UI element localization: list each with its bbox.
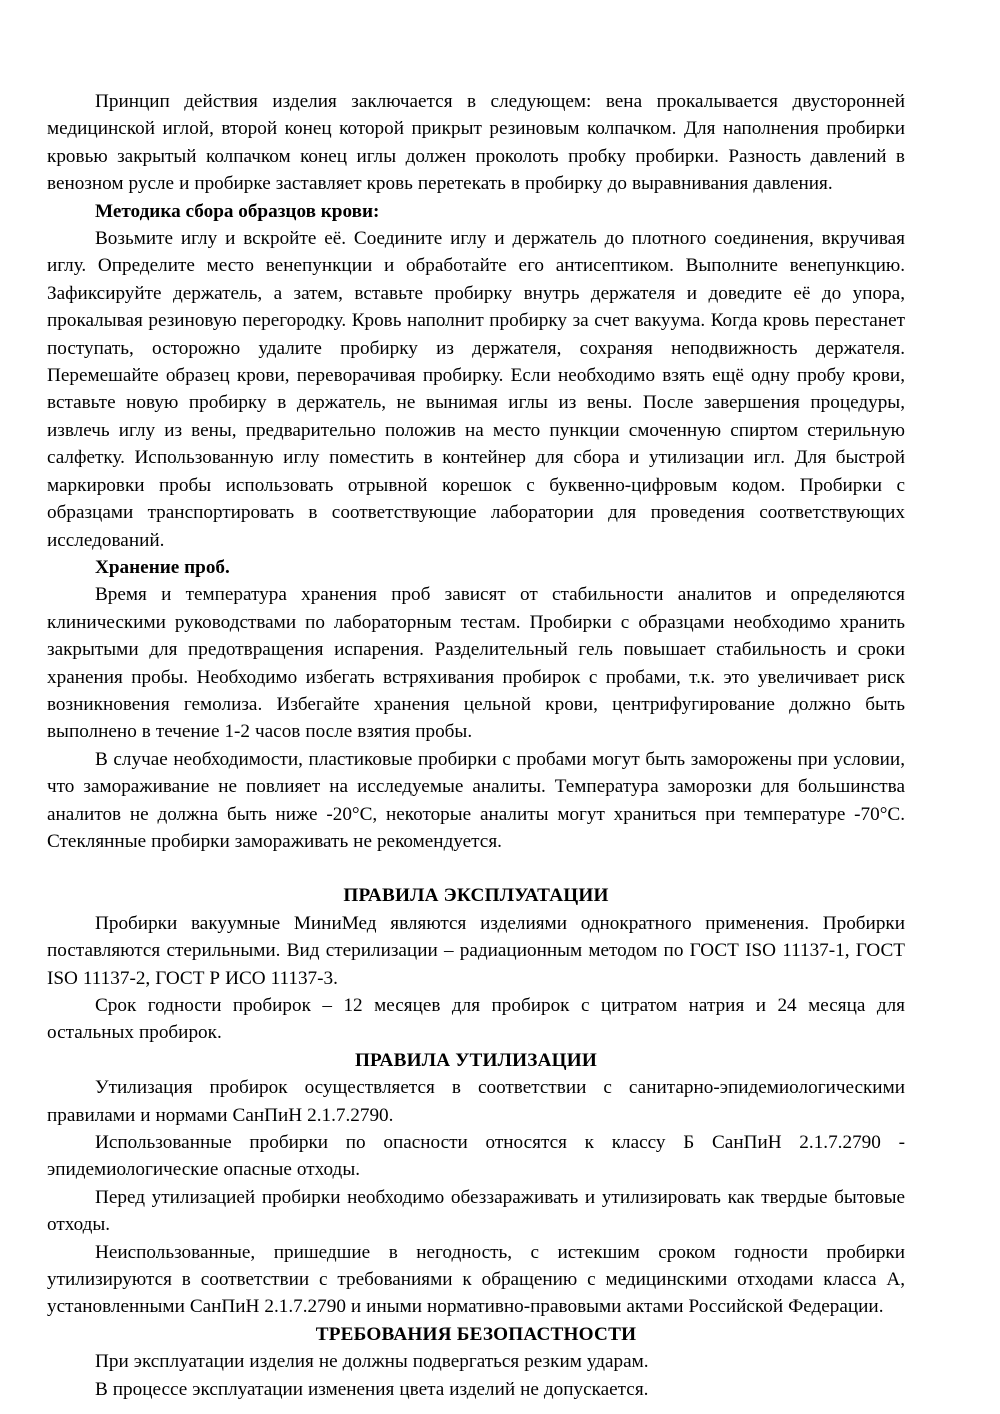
paragraph-disposal-expired: Неиспользованные, пришедшие в негодность, с истекшим сроком годности пробирки утилизируются в соответствии с требованиями к обращению с медицинскими отходами класса А, установленными СанПиН 2.1.7.2790 и иными нормативно-правовыми актами Российской Федерации. [47, 1241, 905, 1318]
heading-disposal-rules: ПРАВИЛА УТИЛИЗАЦИИ [354, 1049, 598, 1071]
paragraph-safety-impacts: При эксплуатации изделия не должны подвергаться резким ударам. [95, 1351, 649, 1373]
paragraph-principle: Принцип действия изделия заключается в следующем: вена прокалывается двусторонней медицинской иглой, второй конец которой прикрыт резиновым колпачком. Для наполнения пробирки кровью закрытый колпачком конец иглы должен проколоть пробку пробирки. Разность давлений в венозном русле и пробирке заставляет кровь перетекать в пробирку до выравнивания давления. [47, 91, 905, 195]
paragraph-safety-color-change: В процессе эксплуатации изменения цвета изделий не допускается. [95, 1378, 649, 1400]
spacer-before-operation-heading [47, 855, 905, 882]
subheading-sample-storage: Хранение проб. [95, 556, 230, 578]
subheading-collection-method: Методика сбора образцов крови: [95, 200, 380, 222]
paragraph-disposal-decontamination: Перед утилизацией пробирки необходимо обеззараживать и утилизировать как твердые бытовые отходы. [47, 1186, 905, 1236]
paragraph-disposal-class-b: Использованные пробирки по опасности относятся к классу Б СанПиН 2.1.7.2790 - эпидемиологические опасные отходы. [47, 1132, 905, 1181]
heading-safety-requirements: ТРЕБОВАНИЯ БЕЗОПАСТНОСТИ [315, 1323, 637, 1345]
paragraph-freezing-conditions: В случае необходимости, пластиковые пробирки с пробами могут быть заморожены при условии, что замораживание не повлияет на исследуемые аналиты. Температура заморозки для большинства аналитов не должна быть ниже -20°C, некоторые аналиты могут храниться при температуре -70°C. Стеклянные пробирки замораживать не рекомендуется. [47, 748, 905, 852]
paragraph-disposal-regulations: Утилизация пробирок осуществляется в соответствии с санитарно-эпидемиологическими правилами и нормами СанПиН 2.1.7.2790. [47, 1077, 905, 1126]
document-body [47, 88, 905, 1403]
paragraph-operation-sterilization: Пробирки вакуумные МиниМед являются изделиями однократного применения. Пробирки поставляются стерильными. Вид стерилизации – радиационным методом по ГОСТ ISO 11137-1, ГОСТ ISO 11137-2, ГОСТ Р ИСО 11137-3. [47, 912, 905, 989]
paragraph-collection-method: Возьмите иглу и вскройте её. Соедините иглу и держатель до плотного соединения, вкручивая иглу. Определите место венепункции и обработайте его антисептиком. Выполните венепункцию. Зафиксируйте держатель, а затем, вставьте пробирку внутрь держателя и доведите её до упора, прокалывая резиновую перегородку. Кровь наполнит пробирку за счет вакуума. Когда кровь перестанет поступать, осторожно удалите пробирку из держателя, сохраняя неподвижность держателя. Перемешайте образец крови, переворачивая пробирку. Если необходимо взять ещё одну пробу крови, вставьте новую пробирку в держатель, не вынимая иглы из вены. После завершения процедуры, извлечь иглу из вены, предварительно положив на место пункции смоченную спиртом стерильную салфетку. Использованную иглу поместить в контейнер для сбора и утилизации игл. Для быстрой маркировки пробы использовать отрывной корешок с буквенно-цифровым кодом. Пробирки с образцами транспортировать в соответствующие лаборатории для проведения соответствующих исследований. [47, 228, 905, 551]
paragraph-storage-conditions: Время и температура хранения проб зависят от стабильности аналитов и определяются клиническими руководствами по лабораторным тестам. Пробирки с образцами необходимо хранить закрытыми для предотвращения испарения. Разделительный гель повышает стабильность и сроки хранения пробы. Необходимо избегать встряхивания пробирок с пробами, т.к. это увеличивает риск возникновения гемолиза. Избегайте хранения цельной крови, центрифугирование должно быть выполнено в течение 1-2 часов после взятия пробы. [47, 584, 905, 743]
heading-operation-rules: ПРАВИЛА ЭКСПЛУАТАЦИИ [343, 885, 609, 907]
paragraph-operation-shelf-life: Срок годности пробирок – 12 месяцев для пробирок с цитратом натрия и 24 месяца для остальных пробирок. [47, 995, 905, 1044]
